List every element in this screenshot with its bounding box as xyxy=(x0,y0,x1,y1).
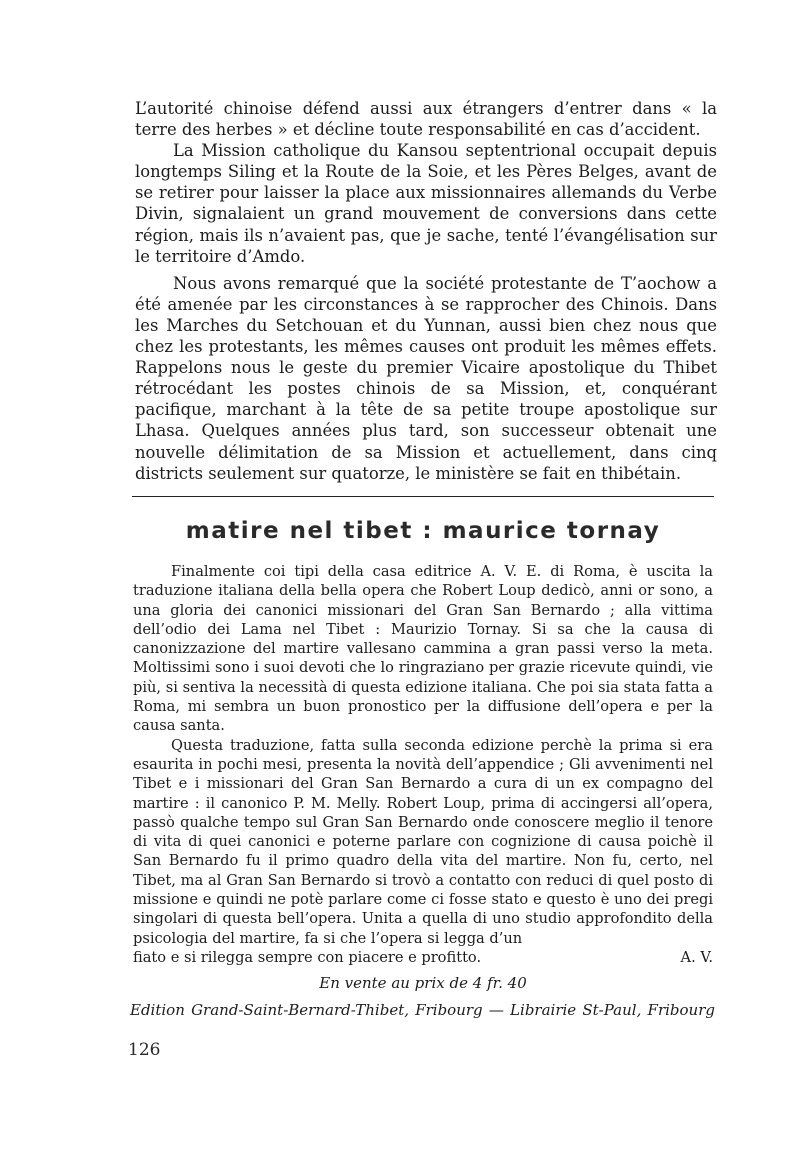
paragraph: L’autorité chinoise défend aussi aux étrangers d’entrer dans « la terre des herbes » et décline toute responsabilité en cas d’accident. xyxy=(135,99,717,140)
paragraph: La Mission catholique du Kansou septentrional occupait depuis longtemps Siling et la Route de la Soie, et les Pères Belges, avant de se retirer pour laisser la place aux missionnaires allemands du Verbe Divin, signalaient un grand mouvement de conversions dans cette région, mais ils n’avaient pas, que je sache, tenté l’évangélisation sur le territoire d’Amdo. xyxy=(135,141,717,266)
author-signature: A. V. xyxy=(680,948,713,966)
paragraph: Questa traduzione, fatta sulla seconda edizione perchè la prima si era esaurita in pochi mesi, presenta la novità dell’appendice ; Gli avvenimenti nel Tibet e i missionari del Gran San Bernardo a cura di un ex compagno del martire : il canonico P. M. Melly. Robert Loup, prima di accingersi all’opera, passò qualche tempo sul Gran San Bernardo onde conoscere meglio il tenore di vita di quei canonici e poterne parlare con cognizione di causa poichè il San Bernardo fu il primo quadro della vita del martire. Non fu, certo, nel Tibet, ma al Gran San Bernardo si trovò a contatto con reduci di quel posto di missione e quindi ne potè parlare come ci fosse stato e questo è uno dei pregi singolari di questa bell’opera. Unita a quella di uno studio approfondito della psicologia del martire, fa si che l’opera si legga d’un xyxy=(133,736,713,947)
italian-review-block xyxy=(133,562,713,967)
section-heading: matire nel tibet : maurice tornay xyxy=(185,518,661,544)
paragraph: Nous avons remarqué que la société protestante de T’aochow a été amenée par les circonstances à se rapprocher des Chinois. Dans les Marches du Setchouan et du Yunnan, aussi bien chez nous que chez les protestants, les mêmes causes ont produit les mêmes effets. Rappelons nous le geste du premier Vicaire apostolique du Thibet rétrocédant les postes chinois de sa Mission, et, conquérant pacifique, marchant à la tête de sa petite troupe apostolique sur Lhasa. Quelques années plus tard, son successeur obtenait une nouvelle délimitation de sa Mission et actuellement, dans cinq districts seulement sur quatorze, le ministère se fait en thibétain. xyxy=(135,273,717,483)
page-number: 126 xyxy=(128,1040,161,1060)
paragraph: Finalmente coi tipi della casa editrice A. V. E. di Roma, è uscita la traduzione italiana della bella opera che Robert Loup dedicò, anni or sono, a una gloria dei canonici missionari del Gran San Bernardo ; alla vittima dell’odio dei Lama nel Tibet : Maurizio Tornay. Si sa che la causa di canonizzazione del martire vallesano cammina a gran passi verso la meta. Moltissimi sono i suoi devoti che lo ringraziano per grazie ricevute quindi, vie più, si sentiva la necessità di questa edizione italiana. Che poi sia stata fatta a Roma, mi sembra un buon pronostico per la diffusione dell’opera e per la causa santa. xyxy=(133,563,713,735)
section-divider xyxy=(132,496,714,497)
french-text-block xyxy=(135,98,717,484)
paragraph-end: fiato e si rilegga sempre con piacere e profitto. xyxy=(133,948,482,966)
price-line: En vente au prix de 4 fr. 40 xyxy=(319,974,527,992)
edition-line: Edition Grand-Saint-Bernard-Thibet, Fribourg — Librairie St-Paul, Fribourg xyxy=(130,1001,715,1019)
closing-line xyxy=(133,948,713,967)
